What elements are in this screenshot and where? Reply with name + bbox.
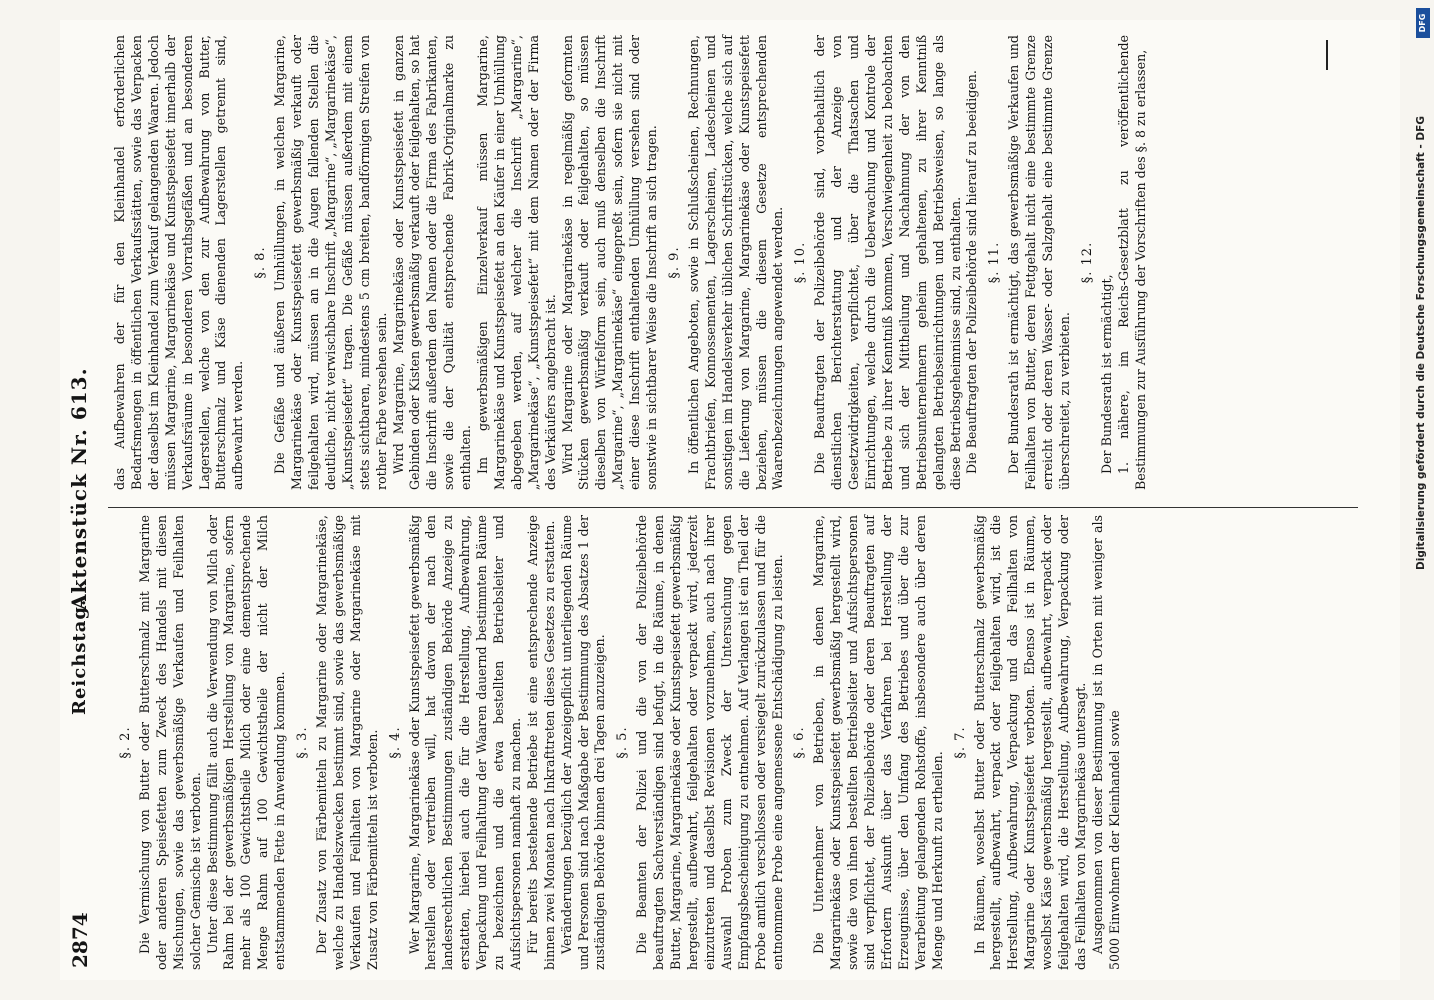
paragraph: Im gewerbsmäßigen Einzelverkauf müssen Margarine, Margarinekäse und Kunstspeisefett an den Käufer in einer Umhüllung abgegeben werden, auf welcher die Inschrift „Margarine“, „Margarinekäse“, „Kunstspeisefett“ mit dem Namen oder der Firma des Verkäufers angebracht ist. [475, 35, 558, 490]
header-center-title: Aktenstück Nr. 613. [67, 367, 91, 610]
paragraph: Wird Margarine, Margarinekäse oder Kunstspeisefett in ganzen Gebinden oder Kisten gewerbsmäßig verkauft oder feilgehalten, so hat die Inschrift außerdem den Namen oder die Firma des Fabrikanten, sowie die der Qualität entsprechende Fabrik-Originalmarke zu enthalten. [390, 35, 474, 490]
page-number: 2874 [68, 912, 92, 968]
paragraph: Die Unternehmer von Betrieben, in denen Margarine, Margarinekäse oder Kunstspeisefett gewerbsmäßig hergestellt wird, sowie die von ihnen bestellten Betriebsleiter und Aufsichtspersonen sind verpflichtet, der Polizeibehörde oder deren Beauftragten auf Erfordern Auskunft über das Verfahren bei Herstellung der Erzeugnisse, über den Umfang des Betriebes und über die zur Verarbeitung gelangenden Rohstoffe, insbesondere auch über deren Menge und Herkunft zu ertheilen. [811, 515, 945, 970]
header-left-title: Reichstag. [69, 598, 90, 715]
paragraph: Die Beauftragten der Polizeibehörde sind hierauf zu beeidigen. [964, 70, 980, 474]
section-heading: §. 10. [793, 241, 809, 284]
column-divider [108, 507, 1358, 508]
section-heading: §. 5. [615, 726, 631, 759]
paragraph: Der Bundesrath ist ermächtigt, [1098, 274, 1114, 474]
section-heading: §. 2. [118, 726, 133, 759]
digitization-notice-text: Digitalisierung gefördert durch die Deutsche Forschungsgemeinschaft - DFG [1415, 116, 1427, 570]
section-heading: §. 12. [1079, 241, 1095, 284]
paragraph: Für bereits bestehende Betriebe ist eine entsprechende Anzeige binnen zwei Monaten nach Inkrafttreten dieses Gesetzes zu erstatten. [524, 515, 557, 970]
paragraph: Der Bundesrath ist ermächtigt, das gewerbsmäßige Verkaufen und Feilhalten von Butter, deren Fettgehalt nicht eine bestimmte Grenze erreicht oder deren Wasser- oder Salzgehalt eine bestimmte Grenze überschreitet, zu verbieten. [1006, 35, 1072, 490]
section-heading: §. 6. [792, 726, 808, 759]
section-heading: §. 8. [253, 246, 269, 279]
dfg-logo-text: DFG [1418, 13, 1427, 33]
page-header [60, 20, 100, 980]
list-item: 1. nähere, im Reichs-Gesetzblatt zu veröffentlichende Bestimmungen zur Ausführung der Vorschriften des §. 8 zu erlassen, [1115, 35, 1148, 490]
section-heading: §. 11. [987, 241, 1003, 284]
paragraph: Die Beamten der Polizei und die von der Polizeibehörde beauftragten Sachverständigen sind befugt, in die Räume, in denen Butter, Margarine, Margarinekäse oder Kunstspeisefett gewerbsmäßig hergestellt, aufbewahrt, feilgehalten oder verpackt wird, jederzeit einzutreten und daselbst Revisionen vorzunehmen, auch nach ihrer Auswahl Proben zum Zweck der Untersuchung gegen Empfangsbescheinigung zu entnehmen. Auf Verlangen ist ein Theil der Probe amtlich verschlossen oder versiegelt zurückzulassen und für die entnommene Probe eine angemessene Entschädigung zu leisten. [634, 515, 785, 970]
paragraph: Ausgenommen von dieser Bestimmung ist in Orten mit weniger als 5000 Einwohnern der Kleinhandel sowie [1089, 515, 1122, 970]
paragraph: das Aufbewahren der für den Kleinhandel erforderlichen Bedarfsmengen in öffentlichen Verkaufsstätten, sowie das Verpacken der daselbst im Kleinhandel zum Verkauf gelangenden Waaren. Jedoch müssen Margarine, Margarinekäse und Kunstspeisefett innerhalb der Verkaufsräume in besonderen Vorrathsgefäßen und an besonderen Lagerstellen, welche von den zur Aufbewahrung von Butter, Butterschmalz und Käse dienenden Lagerstellen getrennt sind, aufbewahrt werden. [112, 35, 246, 490]
document-page [60, 20, 1400, 980]
paragraph: Die Beauftragten der Polizeibehörde sind, vorbehaltlich der dienstlichen Berichterstattung und der Anzeige von Gesetzwidrigkeiten, verpflichtet, über die Thatsachen und Einrichtungen, welche durch die Ueberwachung und Kontrole der Betriebe zu ihrer Kenntniß kommen, Verschwiegenheit zu beobachten und sich der Mittheilung und Nachahmung der von den Betriebsunternehmern geheim gehaltenen, zu ihrer Kenntniß gelangten Betriebseinrichtungen und Betriebsweisen, so lange als diese Betriebsgeheimnisse sind, zu enthalten. [812, 35, 963, 490]
paragraph: Der Zusatz von Färbemitteln zu Margarine oder Margarinekäse, welche zu Handelszwecken bestimmt sind, sowie das gewerbsmäßige Verkaufen und Feilhalten von Margarine oder Margarinekäse mit Zusatz von Färbemitteln ist verboten. [313, 515, 380, 970]
section-heading: §. 3. [295, 726, 311, 759]
paragraph: In öffentlichen Angeboten, sowie in Schlußscheinen, Rechnungen, Frachtbriefen, Konnossementen, Lagerscheinen, Ladescheinen und sonstigen im Handelsverkehr üblichen Schriftstücken, welche sich auf die Lieferung von Margarine, Margarinekäse oder Kunstspeisefett beziehen, müssen die diesem Gesetze entsprechenden Waarenbezeichnungen angewendet werden. [685, 35, 786, 490]
margin-mark [1326, 40, 1328, 70]
section-heading: §. 4. [387, 726, 403, 759]
left-column [112, 515, 1124, 970]
section-heading: §. 9. [667, 246, 682, 279]
right-column [112, 35, 1149, 490]
paragraph: Die Vermischung von Butter oder Butterschmalz mit Margarine oder anderen Speisefetten zum Zweck des Handels mit diesen Mischungen, sowie das gewerbsmäßige Verkaufen und Feilhalten solcher Gemische ist verboten. [136, 515, 203, 970]
section-heading: §. 7. [952, 726, 968, 759]
paragraph: Wird Margarine oder Margarinekäse in regelmäßig geformten Stücken gewerbsmäßig verkauft oder feilgehalten, so müssen dieselben von Würfelform sein, auch muß denselben die Inschrift „Margarine“, „Margarinekäse“ eingepreßt sein, sofern sie nicht mit einer diese Inschrift enthaltenden Umhüllung versehen sind oder sonstwie in sichtbarer Weise die Inschrift an sich tragen. [559, 35, 660, 490]
paragraph: Wer Margarine, Margarinekäse oder Kunstspeisefett gewerbsmäßig herstellen oder vertreiben will, hat davon der nach den landesrechtlichen Bestimmungen zuständigen Behörde Anzeige zu erstatten, hierbei auch die für die Herstellung, Aufbewahrung, Verpackung und Feilhaltung der Waaren dauernd bestimmten Räume zu bezeichnen und die etwa bestellten Betriebsleiter und Aufsichtspersonen namhaft zu machen. [406, 515, 523, 970]
paragraph: Die Gefäße und äußeren Umhüllungen, in welchen Margarine, Margarinekäse oder Kunstspeisefett gewerbsmäßig verkauft oder feilgehalten wird, müssen an in die Augen fallenden Stellen die deutliche, nicht verwischbare Inschrift „Margarine“, „Margarinekäse“, „Kunstspeisefett“ tragen. Die Gefäße müssen außerdem mit einem stets sichtbaren, mindestens 5 cm breiten, bandförmigen Streifen von rother Farbe versehen sein. [272, 35, 389, 490]
digitization-notice [1415, 10, 1431, 570]
paragraph: In Räumen, woselbst Butter oder Butterschmalz gewerbsmäßig hergestellt, aufbewahrt, verpackt oder feilgehalten wird, ist die Herstellung, Aufbewahrung, Verpackung und das Feilhalten von Margarine oder Kunstspeisefett verboten. Ebenso ist in Räumen, woselbst Käse gewerbsmäßig hergestellt, aufbewahrt, verpackt oder feilgehalten wird, die Herstellung, Aufbewahrung, Verpackung oder das Feilhalten von Margarinekäse untersagt. [971, 515, 1088, 970]
paragraph: Unter diese Bestimmung fällt auch die Verwendung von Milch oder Rahm bei der gewerbsmäßigen Herstellung von Margarine, sofern mehr als 100 Gewichtstheile Milch oder eine dementsprechende Menge Rahm auf 100 Gewichtstheile der nicht der Milch entstammenden Fette in Anwendung kommen. [204, 515, 288, 970]
paragraph: Veränderungen bezüglich der Anzeigepflicht unterliegenden Räume und Personen sind nach Maßgabe der Bestimmung des Absatzes 1 der zuständigen Behörde binnen drei Tagen anzuzeigen. [558, 515, 608, 970]
